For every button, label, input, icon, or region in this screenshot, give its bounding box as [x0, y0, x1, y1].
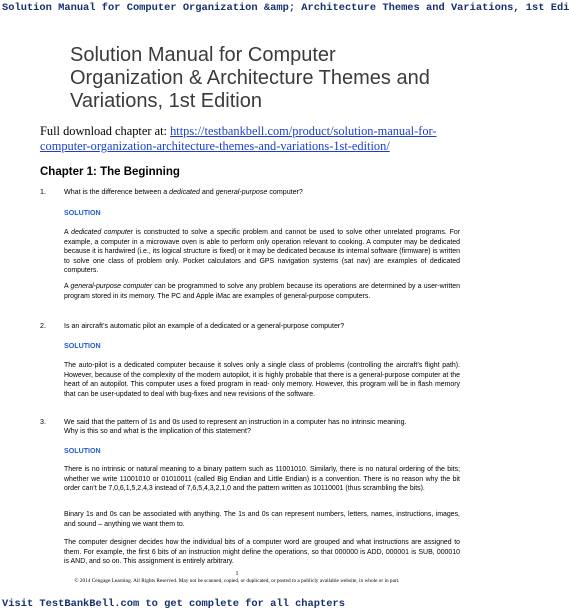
solution-label: SOLUTION — [64, 447, 101, 455]
page-number: 1 — [235, 571, 239, 577]
top-banner: Solution Manual for Computer Organization &amp; Architecture Themes and Variations, 1st Edi — [2, 2, 569, 14]
answer-paragraph: The auto-pilot is a dedicated computer because it solves only a single class of problems (controlling the aircraft’s flight path). However, because of the complexity of the modern autopilot, it is highly probable that there is a general-purpose computer at the heart of an autopilot. This computer uses a fixed program in read- only memory. However, this program will be in flash memory that can be user-updated to deal with bug-fixes and new revisions of the software. — [64, 362, 460, 398]
solution-label: SOLUTION — [64, 209, 101, 217]
answer-paragraph: Binary 1s and 0s can be associated with anything. The 1s and 0s can represent numbers, letters, names, instructions, images, and sound – anything we want them to. — [64, 511, 460, 528]
chapter-heading: Chapter 1: The Beginning — [40, 166, 180, 178]
question-text: What is the difference between a dedicated and general-purpose computer? — [64, 188, 303, 196]
title-line: Variations, 1st Edition — [70, 90, 262, 112]
copyright-notice: © 2014 Cengage Learning. All Rights Reserved. May not be scanned, copied, or duplicated, or posted to a publicly available website, in whole or in part. — [74, 578, 400, 584]
title-line: Solution Manual for Computer — [70, 44, 336, 66]
answer-paragraph: A dedicated computer is constructed to solve a specific problem and cannot be used to solve other unrelated programs. For example, a computer in a microwave oven is able to perform only operation relevant to cooking. A computer may be dedicated because it is hardwired (i.e., its logical structure is fixed) or it may be dedicated because its internal software (firmware) is written to solve one class of problem only. Pocket calculators and GPS navigation systems (sat nav) are examples of dedicated computers. — [64, 229, 461, 275]
question-number: 2. — [40, 322, 46, 330]
document-title — [70, 44, 450, 113]
download-link[interactable]: https://testbankbell.com/product/solution-manual-for- — [170, 124, 437, 138]
title-line: Organization & Architecture Themes and — [70, 67, 430, 89]
download-label: Full download chapter at: — [40, 124, 171, 138]
question-number: 3. — [40, 418, 46, 426]
bottom-banner: Visit TestBankBell.com to get complete for all chapters — [2, 598, 345, 610]
question-text: We said that the pattern of 1s and 0s used to represent an instruction in a computer has no intrinsic meaning. Why is this so and what is the implication of this statement? — [64, 418, 407, 436]
answer-paragraph: The computer designer decides how the individual bits of a computer word are grouped and what instructions are assigned to them. For example, the first 6 bits of an instruction might define the operations, so that 000000 is ADD, 000001 is SUB, 000010 is AND, and so on. This assignment is entirely arbitrary. — [64, 539, 460, 566]
solution-label: SOLUTION — [64, 342, 101, 350]
download-notice — [40, 124, 460, 154]
question-number: 1. — [40, 188, 46, 196]
question-text: Is an aircraft’s automatic pilot an example of a dedicated or a general-purpose computer? — [64, 322, 345, 330]
download-link-continued[interactable]: computer-organization-architecture-themes-and-variations-1st-edition/ — [40, 139, 390, 153]
answer-paragraph: There is no intrinsic or natural meaning to a binary pattern such as 11001010. Similarly, there is no natural ordering of the bits; whether we write 11001010 or 01010011 (called Big Endian and Little Endian) is a convention. There is no reason why the bit order can’t be 7,0,6,1,5,2,4,3 instead of 7,6,5,4,3,2,1,0 and the pattern written as 10110001 (thus scrambling the bits). — [64, 466, 460, 493]
answer-paragraph: A general-purpose computer can be programmed to solve any problem because its operations are determined by a user-written program stored in its memory. The PC and Apple iMac are examples of general-purpose computers. — [64, 283, 460, 300]
